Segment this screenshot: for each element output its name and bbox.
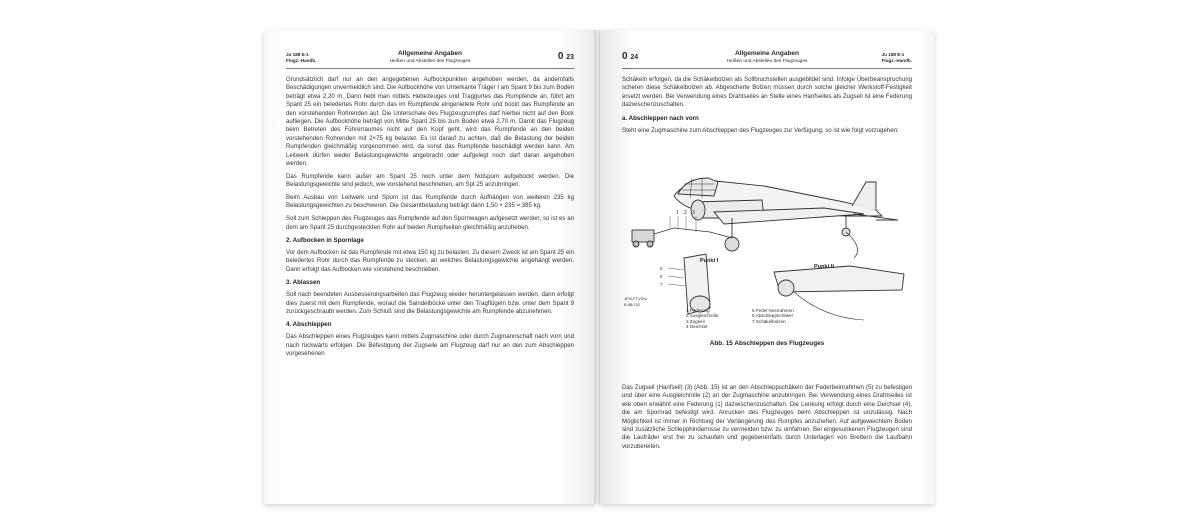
open-manual-book xyxy=(264,22,934,510)
tractor-wheel xyxy=(633,241,639,247)
right-page-bottom-body xyxy=(622,384,912,456)
section-heading: 4. Abschleppen xyxy=(286,321,332,329)
main-wheel xyxy=(725,237,739,251)
aircraft-type: Ju 188 E-1 xyxy=(286,52,309,57)
legend-item: 6 Abschleppschäkel xyxy=(752,313,793,319)
right-page-header xyxy=(622,50,912,69)
left-page-body xyxy=(286,76,574,363)
legend-item: 4 Deichsel xyxy=(686,324,708,330)
paragraph: Das Zugseil (Hanfseil) (3) (Abb. 15) ist an den Abschleppschäkeln der Federbeinrahmen (5) zu befestigen und über eine Ausgleichrolle (2) an der Zugmaschine anzubringen. Bei Verwendung eines Drahtseiles ist wie oben erwähnt eine Federung (1) dazwischenzuschalten. Die Lenkung erfolgt durch eine Deichsel (4), die am Spornrad befestigt wird. Anrucken des Flugzeuges beim Abschleppen ist unzulässig. Nach Möglichkeit ist immer in Richtung der Verlängerung des Rumpfes anzuziehen. Auf aufgeweichtem Boden sind zusätzliche Schlepphindernisse zu vermeiden bzw. zu umfahren. Bei eingesunkenen Flugzeugen sind die Laufräder erst frei zu schaufeln und gegebenenfalls durch Unterlagen von Brettern die Laufbahn vorzubereiten. xyxy=(622,384,912,450)
chapter-subtitle: Heißen und Abstellen des Flugzeuges xyxy=(389,59,471,64)
callout-number: 3 xyxy=(692,210,695,216)
label-punkt-1: Punkt I xyxy=(700,258,719,264)
tractor-body xyxy=(632,230,654,242)
handbook-label: Flugz.-Handb. xyxy=(286,58,317,63)
vertical-stabilizer xyxy=(852,182,876,210)
paragraph: Das Abschleppen eines Flugzeuges kann mittels Zugmaschine oder durch Zugmannschaft nach vorn und nach rückwärts erfolgen. Die Befestigung der Zugseile am Flugzeug darf nur an den zum Abschleppen vorgesehenen xyxy=(286,333,574,358)
section-heading: a. Abschleppen nach vorn xyxy=(622,114,699,122)
callout-number: 1 xyxy=(676,210,679,216)
chapter-subtitle: Heißen und Abstellen des Flugzeuges xyxy=(726,59,808,64)
tractor-wheel xyxy=(647,241,653,247)
left-page xyxy=(264,30,596,504)
legend-item: 2 Ausgleichrolle xyxy=(686,313,719,319)
drawing-stamp: JFM-FTVDru xyxy=(624,296,648,301)
callout-number: 7 xyxy=(660,282,663,287)
section-heading: 2. Aufbocken in Spornlage xyxy=(286,237,364,245)
legend-item: 3 Zugseil xyxy=(686,318,705,324)
paragraph: Grundsätzlich darf nur an den angegebenen Aufbockpunkten angehoben werden, da andernfalls Beschädigungen unvermeidlich sind. Die Aufbockhöhe von Unterkante Träger I am Spant 9 bis zum Boden beträgt etwa 2,20 m. Dann hebt man mittels Hebezeuges und Traggurtes das Rumpfende an, führt am Spant 25 ein beledertes Rohr durch das im Rumpfende eingenietete Rohr und bockt das Rumpfende an den vorstehenden Rohrenden auf. Die Unterschale des Flugzeugrumpfes darf hierbei nicht auf den Bock aufliegen. Die Aufbockhöhe beträgt von Mitte Spant 25 bis zum Boden etwa 2,70 m. Damit das Flugzeug beim Betreten des Führerraumes nicht auf den Kopf geht, wird das Rumpfende an den beiden vorstehenden Rohrenden mit 2×75 kg belastet. Es ist darauf zu achten, daß die Belastung der beiden Rumpfenden gleichmäßig vorgenommen wird, da sonst das Rumpfende beschädigt werden kann. Am Leitwerk dürfen weder Belastungsgewichte angebracht oder aufgelegt noch darf daran angehoben werden. xyxy=(286,76,574,168)
paragraph: Soll zum Schleppen des Flugzeuges das Rumpfende auf den Spornwagen aufgesetzt werden, so ist es an dem am Spant 25 durchgesteckten Rohr auf beiden Rumpfseiten gleichmäßig anzuheben. xyxy=(286,215,574,231)
callout-number: 6 xyxy=(660,274,663,279)
callout-number: 5 xyxy=(660,266,663,271)
detail-wheel-2 xyxy=(778,280,794,296)
page-number-value: 23 xyxy=(566,54,574,61)
page-number-prefix: 0 xyxy=(557,51,564,62)
legend-item: 5 Feder-beinrahmen xyxy=(752,308,794,313)
chapter-title: Allgemeine Angaben xyxy=(397,50,463,57)
figure-caption: Abb. 15 Abschleppen des Flugzeuges xyxy=(709,340,825,347)
cockpit-glazing xyxy=(678,178,718,196)
leader-lines xyxy=(670,216,696,232)
page-number xyxy=(558,51,574,62)
page-number-value: 24 xyxy=(630,54,639,61)
legend-column-2 xyxy=(752,308,794,324)
paragraph: Steht eine Zugmaschine zum Abschleppen des Flugzeuges zur Verfügung, so ist wie folgt vorzugehen: xyxy=(622,126,899,134)
label-punkt-2: Punkt II xyxy=(814,264,834,270)
right-page xyxy=(600,30,934,504)
paragraph: Beim Ausbau von Leitwerk und Sporn ist das Rumpfende durch Aufhängen von weiteren 235 kg Belastungsgewichten zu beschweren. Die Gesamtbelastung beträgt dann 1,50 × 235 = 385 kg. xyxy=(286,194,574,210)
paragraph: Schäkeln erfolgen, da die Schäkelbolzen als Sollbruchstellen ausgebildet sind. Infolge Überbeanspruchung scheren diese Schäkelbolzen ab. Abgescherte Bolzen müssen durch solche gleicher Werkstoff-Festigkeit ersetzt werden. Bei Verwendung eines Drahtseiles an Stelle eines Hanfseiles als Zugseil ist eine Federung dazwischenzuschalten. xyxy=(622,76,912,109)
tow-rope xyxy=(654,228,732,238)
detail-leader-lines xyxy=(668,268,686,286)
section-heading: 3. Ablassen xyxy=(286,279,321,287)
header-titles xyxy=(622,50,912,65)
paragraph: Vor dem Aufbocken ist das Rumpfende mit etwa 150 kg zu belasten. Zu diesem Zweck ist am Spant 25 ein beledertes Rohr durch das Rumpfende zu stecken, an welches Belastungsgewichte angehängt werden. Dann erfolgt das Aufbocken wie vorstehend beschrieben. xyxy=(286,248,574,273)
drawing-stamp: B 88/702 xyxy=(624,302,641,307)
paragraph: Das Rumpfende kann außer am Spant 25 noch unter dem Notsporn aufgebockt werden. Die Belastungsgewichte sind jedoch, wie vorstehend beschrieben, am Spt 25 anzubringen. xyxy=(286,172,574,189)
header-titles xyxy=(286,50,574,65)
page-number-prefix: 0 xyxy=(622,51,628,62)
chapter-title: Allgemeine Angaben xyxy=(734,50,800,57)
right-page-top-body xyxy=(622,76,912,139)
detail-rope xyxy=(794,292,864,320)
legend-item: 1 Federung xyxy=(686,308,710,313)
handbook-label: Flugz.-Handb. xyxy=(881,58,912,63)
left-page-header xyxy=(286,50,574,69)
callout-number: 2 xyxy=(684,210,687,216)
legend-column-1 xyxy=(686,308,718,330)
legend-item: 7 Schäkelbolzen xyxy=(752,318,786,324)
manual-id xyxy=(882,52,912,64)
paragraph: Soll nach beendeten Ausbesserungsarbeiten das Flugzeug wieder heruntergelassen werden, dann erfolgt dies zuerst mit dem Rumpfende, worauf die Saindelböcke unter den Tragflügeln bzw. unter dem Spant 9 zurückgeschraubt werden. Zum Schluß sind die Belastungsgewichte am Rumpfende abzunehmen. xyxy=(286,291,574,315)
towing-illustration xyxy=(614,158,920,326)
aircraft-type: Ju 188 E-1 xyxy=(881,52,905,57)
